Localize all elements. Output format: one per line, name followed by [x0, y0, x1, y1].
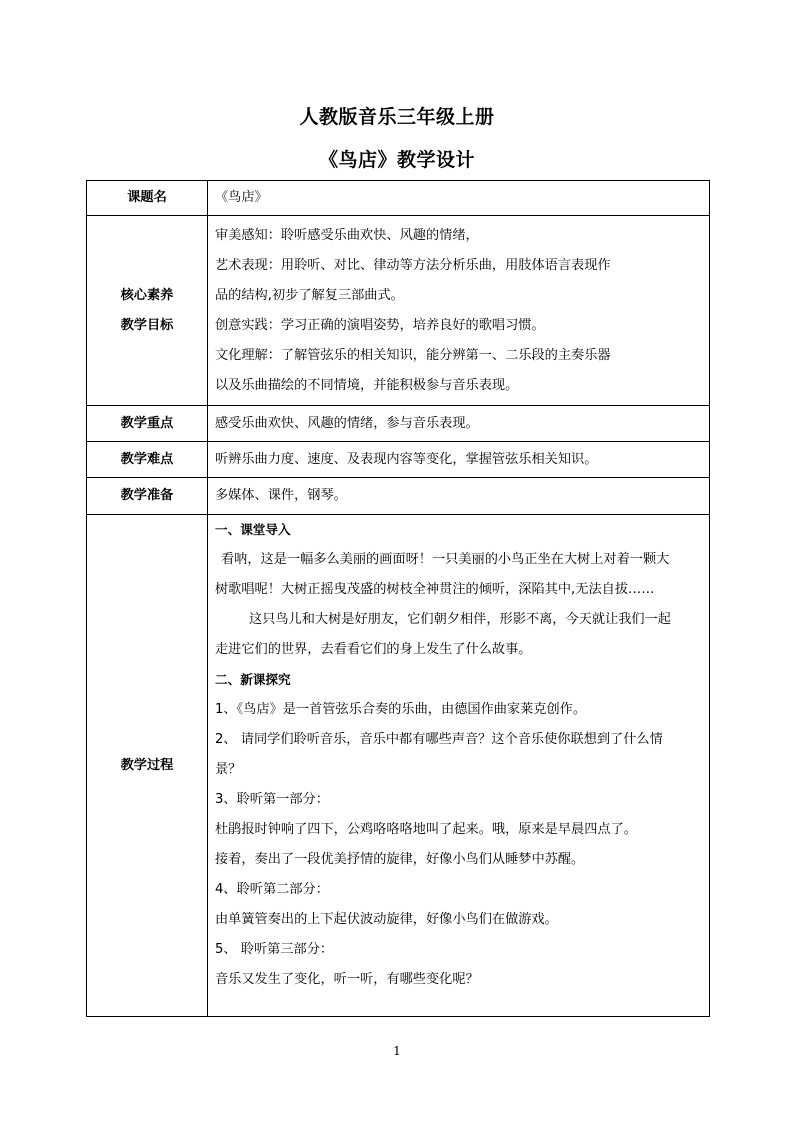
list-item: 3、聆听第一部分：: [215, 792, 329, 807]
paragraph-line: 由单簧管奏出的上下起伏波动旋律，好像小鸟们在做游戏。: [215, 912, 558, 927]
paragraph-line: 走进它们的世界，去看看它们的身上发生了什么故事。: [215, 642, 532, 657]
value-process: [208, 515, 710, 1017]
paragraph-line: 音乐又发生了变化，听一听，有哪些变化呢？: [215, 972, 479, 987]
goal-line: 以及乐曲描绘的不同情境，并能积极参与音乐表现。: [215, 377, 519, 393]
label-preparation: 教学准备: [87, 478, 208, 515]
section-heading: 一、课堂导入: [215, 522, 291, 537]
value-key-points: 感受乐曲欢快、风趣的情绪，参与音乐表现。: [208, 406, 710, 442]
list-item: 1、《鸟店》是一首管弦乐合奏的乐曲，由德国作曲家莱克创作。: [215, 702, 587, 717]
label-goals: 核心素养 教学目标: [87, 216, 208, 406]
goal-line: 文化理解：了解管弦乐的相关知识，能分辨第一、二乐段的主奏乐器: [215, 347, 611, 363]
goal-line: 创意实践：学习正确的演唱姿势，培养良好的歌唱习惯。: [215, 317, 545, 333]
value-topic: 《鸟店》: [208, 181, 710, 216]
table-row-process: [87, 515, 710, 1017]
list-item: 2、 请同学们聆听音乐，音乐中都有哪些声音？这个音乐使你联想到了什么情: [215, 732, 663, 747]
value-difficulties: 听辨乐曲力度、速度、及表现内容等变化，掌握管弦乐相关知识。: [208, 442, 710, 478]
value-goals: [208, 216, 710, 406]
table-row-preparation: [87, 478, 710, 515]
section-heading: 二、新课探究: [215, 672, 291, 687]
paragraph-line: 树歌唱呢！大树正摇曳茂盛的树枝全神贯注的倾听，深陷其中,无法自拔……: [215, 582, 655, 597]
list-item: 景？: [215, 762, 242, 777]
list-item: 4、聆听第二部分：: [215, 882, 329, 897]
table-row-difficulties: [87, 442, 710, 478]
list-item: 5、 聆听第三部分：: [215, 942, 334, 957]
paragraph-line: 接着，奏出了一段优美抒情的旋律，好像小鸟们从睡梦中苏醒。: [215, 852, 585, 867]
label-topic: 课题名: [87, 181, 208, 216]
goal-line: 品的结构,初步了解复三部曲式。: [215, 287, 404, 303]
table-row-goals: [87, 216, 710, 406]
document-subtitle: 《鸟店》教学设计: [318, 149, 475, 171]
label-key-points: 教学重点: [87, 406, 208, 442]
label-difficulties: 教学难点: [87, 442, 208, 478]
goal-line: 审美感知：聆听感受乐曲欢快、风趣的情绪，: [215, 227, 479, 243]
paragraph-line: 这只鸟儿和大树是好朋友，它们朝夕相伴，形影不离，今天就让我们一起: [249, 612, 671, 627]
paragraph-line: 杜鹃报时钟响了四下，公鸡咯咯咯地叫了起来。哦，原来是早晨四点了。: [215, 822, 637, 837]
page-number: 1: [393, 1044, 401, 1058]
table-row-key-points: [87, 406, 710, 442]
document-title: 人教版音乐三年级上册: [299, 106, 495, 128]
paragraph-line: 看呐，这是一幅多么美丽的画面呀！一只美丽的小鸟正坐在大树上对着一颗大: [221, 552, 670, 567]
goal-line: 艺术表现：用聆听、对比、律动等方法分析乐曲，用肢体语言表现作: [215, 257, 611, 273]
table-row-topic: [87, 181, 710, 216]
lesson-plan-table: [86, 180, 710, 1017]
label-process: 教学过程: [87, 515, 208, 1017]
value-preparation: 多媒体、课件，钢琴。: [208, 478, 710, 515]
